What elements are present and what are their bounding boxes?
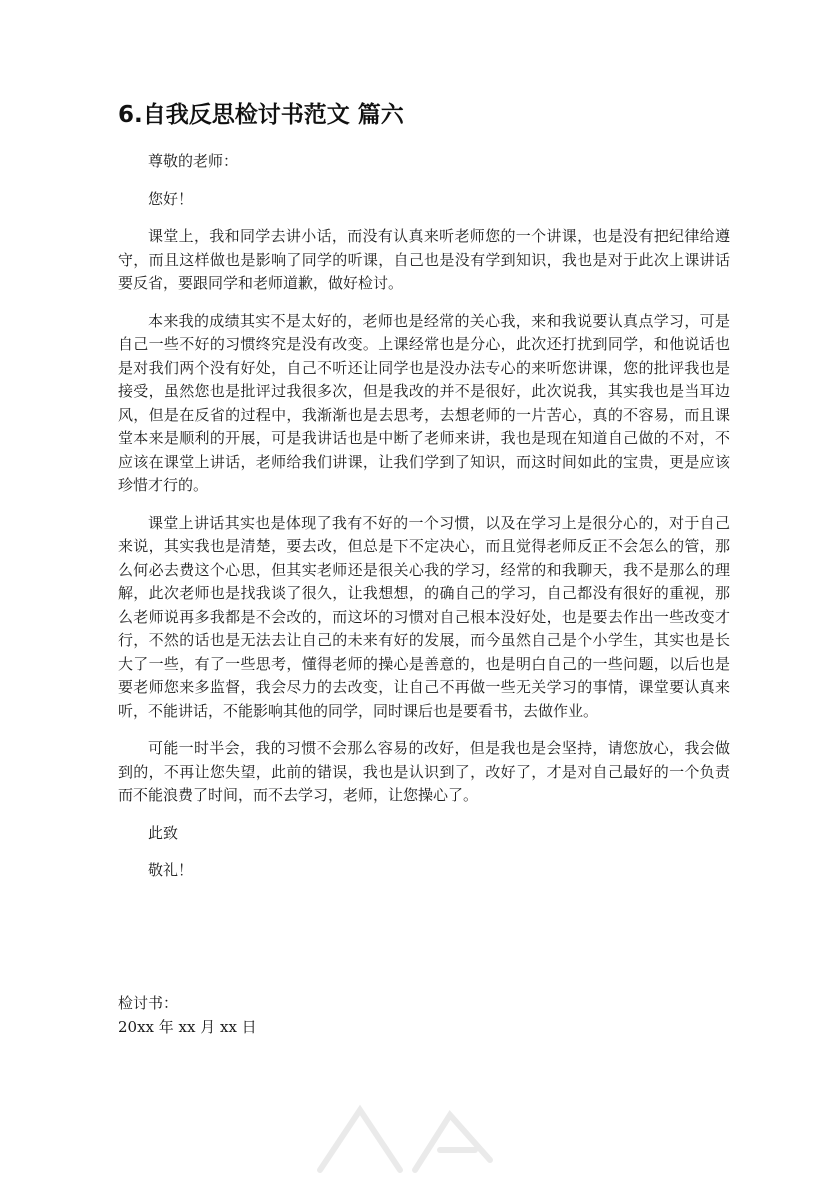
letter-body — [118, 150, 730, 897]
signature-date: 20xx 年 xx 月 xx 日 — [118, 1017, 257, 1036]
closing-line-1: 此致 — [148, 823, 179, 842]
paragraph-4: 可能一时半会，我的习惯不会那么容易的改好，但是我也是会坚持，请您放心，我会做到的，不再让您失望，此前的错误，我也是认识到了，改好了，才是对自己最好的一个负责而不能浪费了时间，而不去学习，老师，让您操心了。 — [118, 739, 730, 804]
salutation: 尊敬的老师： — [148, 152, 239, 170]
signature-label: 检讨书： — [118, 994, 179, 1012]
greeting: 您好！ — [148, 189, 194, 208]
signature-block — [118, 992, 518, 1039]
closing-line-2: 敬礼！ — [148, 861, 194, 879]
document-title: 6.自我反思检讨书范文 篇六 — [118, 102, 404, 128]
paragraph-2: 本来我的成绩其实不是太好的，老师也是经常的关心我，来和我说要认真点学习，可是自己一些不好的习惯终究是没有改变。上课经常也是分心，此次还打扰到同学，和他说话也是对我们两个没有好处，自己不听还让同学也是没办法专心的来听您讲课，您的批评我也是接受，虽然您也是批评过我很多次，但是我改的并不是很好，此次说我，其实我也是当耳边风，但是在反省的过程中，我渐渐也是去思考，去想老师的一片苦心，真的不容易，而且课堂本来是顺利的开展，可是我讲话也是中断了老师来讲，我也是现在知道自己做的不对，不应该在课堂上讲话，老师给我们讲课，让我们学到了知识，而这时间如此的宝贵，更是应该珍惜才行的。 — [118, 311, 730, 494]
paragraph-1: 课堂上，我和同学去讲小话，而没有认真来听老师您的一个讲课，也是没有把纪律给遵守，而且这样做也是影响了同学的听课，自己也是没有学到知识，我也是对于此次上课讲话要反省，要跟同学和老师道歉，做好检讨。 — [118, 227, 730, 292]
paragraph-3: 课堂上讲话其实也是体现了我有不好的一个习惯，以及在学习上是很分心的，对于自己来说，其实我也是清楚，要去改，但总是下不定决心，而且觉得老师反正不会怎么的管，那么何必去费这个心思，但其实老师还是很关心我的学习，经常的和我聊天，我不是那么的理解，此次老师也是找我谈了很久，让我想想，的确自己的学习，自己都没有很好的重视，那么老师说再多我都是不会改的，而这坏的习惯对自己根本没好处，也是要去作出一些改变才行，不然的话也是无法去让自己的未来有好的发展，而今虽然自己是个小学生，其实也是长大了一些，有了一些思考，懂得老师的操心是善意的，也是明白自己的一些问题，以后也是要老师您来多监督，我会尽力的去改变，让自己不再做一些无关学习的事情，课堂要认真来听，不能讲话，不能影响其他的同学，同时课后也是要看书，去做作业。 — [118, 513, 730, 720]
watermark-graphic — [300, 1090, 520, 1180]
